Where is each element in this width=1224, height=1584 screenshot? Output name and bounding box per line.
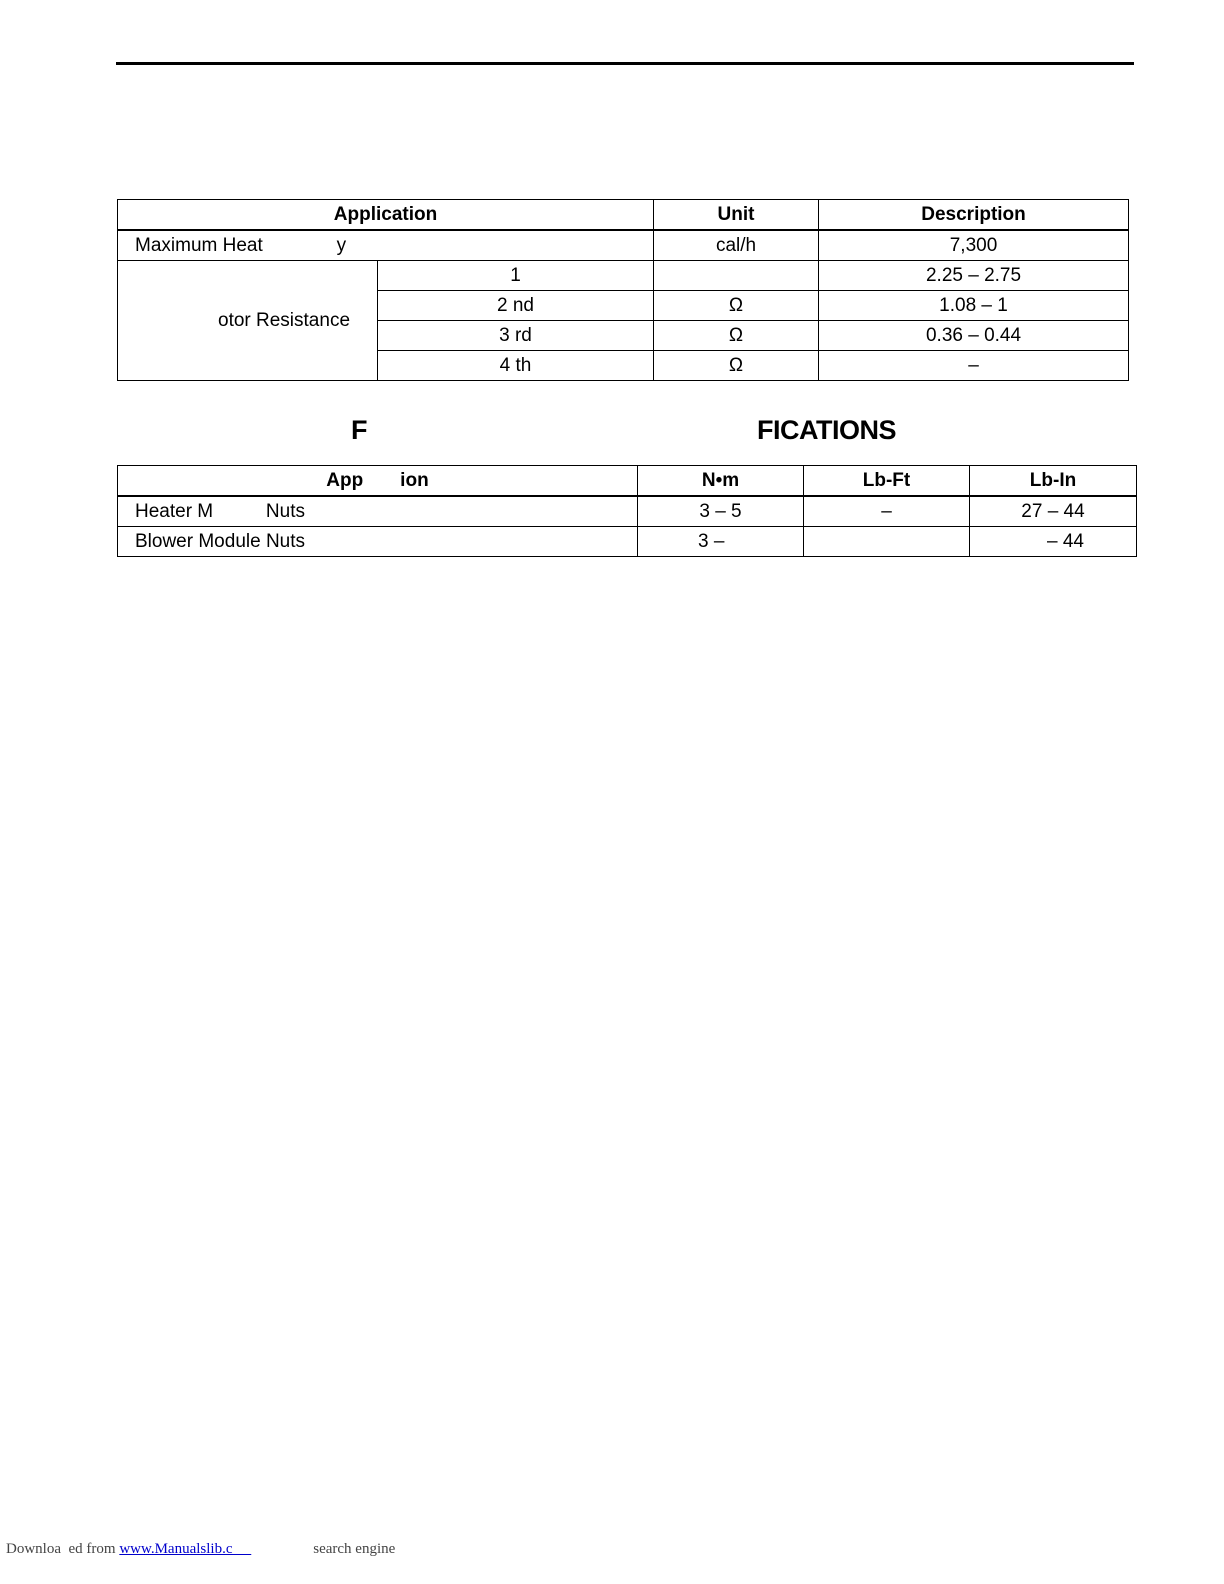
table-row: [118, 527, 1137, 557]
lbft-cell: –: [804, 496, 970, 527]
lbft-cell: [804, 527, 970, 557]
column-header-lbin: Lb-In: [970, 466, 1137, 497]
application-cell: Maximum Heat y: [118, 230, 654, 261]
table-row: [118, 261, 1129, 291]
header-rule: [116, 62, 1134, 65]
table-header-row: [118, 200, 1129, 231]
table-header-row: [118, 466, 1137, 497]
description-cell: 0.36 – 0.44: [819, 321, 1129, 351]
description-cell: –: [819, 351, 1129, 381]
torque-specifications-table: [117, 465, 1137, 557]
nm-cell: 3 – 5: [638, 496, 804, 527]
lbin-cell: 27 – 44: [970, 496, 1137, 527]
column-header-description: Description: [819, 200, 1129, 231]
unit-cell: cal/h: [654, 230, 819, 261]
description-cell: 1.08 – 1: [819, 291, 1129, 321]
section-title-left: F: [351, 415, 367, 445]
speed-cell: 1: [378, 261, 654, 291]
table-row: [118, 230, 1129, 261]
footer-prefix: Downloa ed from: [6, 1541, 120, 1557]
footer-suffix: search engine: [313, 1541, 396, 1557]
manualslib-link[interactable]: www.Manualslib.c: [119, 1541, 252, 1557]
table-row: [118, 496, 1137, 527]
application-cell: Heater M Nuts: [118, 496, 638, 527]
download-footer: [6, 1541, 395, 1558]
column-header-nm: N•m: [638, 466, 804, 497]
speed-cell: 2 nd: [378, 291, 654, 321]
column-header-application: Application: [118, 200, 654, 231]
speed-cell: 4 th: [378, 351, 654, 381]
column-header-application: App ion: [118, 466, 638, 497]
description-cell: 7,300: [819, 230, 1129, 261]
lbin-cell: – 44: [970, 527, 1137, 557]
nm-cell: 3 –: [638, 527, 804, 557]
unit-cell: [654, 261, 819, 291]
column-header-lbft: Lb-Ft: [804, 466, 970, 497]
column-header-unit: Unit: [654, 200, 819, 231]
application-cell: Blower Module Nuts: [118, 527, 638, 557]
motor-resistance-label: otor Resistance: [118, 261, 378, 381]
description-cell: 2.25 – 2.75: [819, 261, 1129, 291]
speed-cell: 3 rd: [378, 321, 654, 351]
unit-cell: Ω: [654, 321, 819, 351]
specifications-table: [117, 199, 1129, 381]
unit-cell: Ω: [654, 351, 819, 381]
section-title-right: FICATIONS: [757, 415, 896, 445]
unit-cell: Ω: [654, 291, 819, 321]
